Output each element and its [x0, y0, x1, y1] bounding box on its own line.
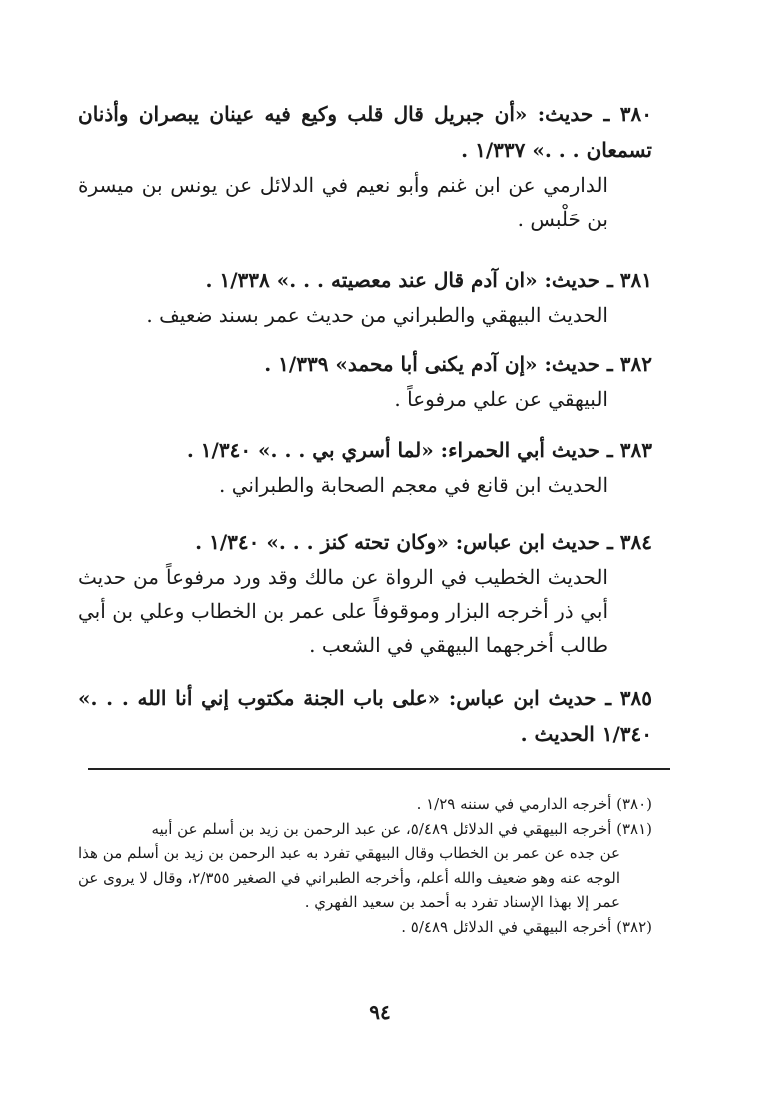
footnote-380	[78, 792, 652, 817]
entry-text: الحديث البيهقي والطبراني من حديث عمر بسند ضعيف .	[146, 303, 608, 327]
footnote-381-continuation: عن جده عن عمر بن الخطاب وقال البيهقي تفرد به عبد الرحمن بن زيد بن أسلم من هذا الوجه عنه وهو ضعيف والله أعلم، وأخرجه الطبراني في الصغير ٢/٣٥٥، وقال لا يروى عن عمر إلا بهذا الإسناد تفرد به أحمد بن سعيد الفهري .	[78, 844, 621, 912]
entry-text: الحديث الخطيب في الرواة عن مالك وقد ورد مرفوعاً من حديث أبي ذر أخرجه البزار وموقوفاً على عمر بن الخطاب وعلي بن أبي طالب أخرجهما البيهقي في الشعب .	[78, 565, 608, 657]
footnote-382	[78, 915, 652, 940]
footnote-381	[78, 817, 652, 842]
entry-380	[78, 96, 652, 236]
footnotes	[78, 792, 652, 940]
entry-381	[78, 262, 652, 332]
page-number: ٩٤	[369, 1000, 391, 1024]
entry-text: الدارمي عن ابن غنم وأبو نعيم في الدلائل عن يونس بن ميسرة بن حَلْبس .	[78, 173, 608, 231]
entry-text: الحديث ابن قانع في معجم الصحابة والطبراني .	[218, 473, 608, 497]
entry-384	[78, 524, 652, 662]
entry-heading: ٣٨٥ ـ حديث ابن عباس: «على باب الجنة مكتوب إني أنا الله . . .» ١/٣٤٠ الحديث .	[78, 686, 652, 746]
entry-heading: ٣٨٠ ـ حديث: «أن جبريل قال قلب وكيع فيه عينان يبصران وأذنان تسمعان . . .» ١/٣٣٧ .	[78, 102, 652, 162]
entry-382	[78, 346, 652, 416]
footnote-text: (٣٨١) أخرجه البيهقي في الدلائل ٥/٤٨٩، عن عبد الرحمن بن زيد بن أسلم عن أبيه	[151, 819, 652, 838]
footnote-text: (٣٨٠) أخرجه الدارمي في سننه ١/٢٩ .	[416, 795, 652, 813]
entry-heading: ٣٨٤ ـ حديث ابن عباس: «وكان تحته كنز . . .» ١/٣٤٠ .	[195, 530, 652, 554]
entry-heading: ٣٨١ ـ حديث: «ان آدم قال عند معصيته . . .» ١/٣٣٨ .	[205, 268, 652, 292]
entry-385	[78, 680, 652, 752]
entry-383	[78, 432, 652, 502]
footnote-text: (٣٨٢) أخرجه البيهقي في الدلائل ٥/٤٨٩ .	[401, 917, 652, 936]
footnote-divider	[88, 768, 670, 770]
entry-heading: ٣٨٢ ـ حديث: «إن آدم يكنى أبا محمد» ١/٣٣٩ .	[264, 352, 652, 376]
entry-text: البيهقي عن علي مرفوعاً .	[394, 387, 608, 411]
entry-heading: ٣٨٣ ـ حديث أبي الحمراء: «لما أسري بي . . .» ١/٣٤٠ .	[186, 438, 652, 462]
